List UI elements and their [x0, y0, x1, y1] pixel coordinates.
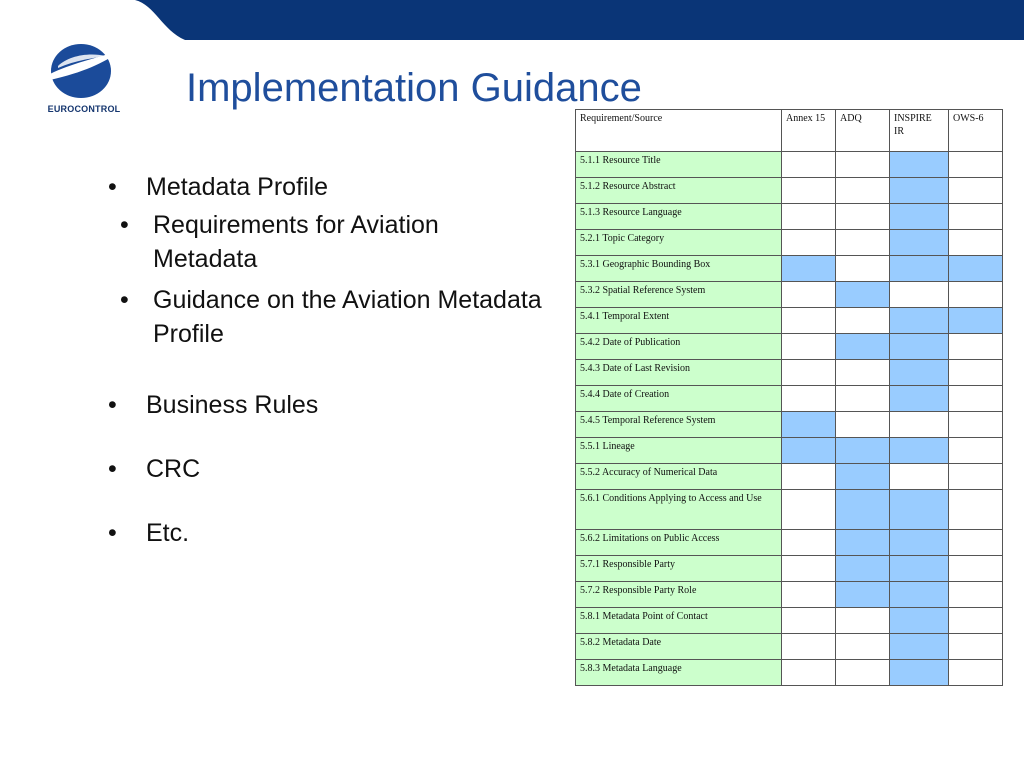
table-row	[576, 412, 1003, 438]
table-row	[576, 152, 1003, 178]
adq-cell-marked	[836, 582, 890, 608]
table-row	[576, 178, 1003, 204]
requirement-cell: 5.8.1 Metadata Point of Contact	[576, 608, 782, 634]
ows-6-cell	[949, 634, 1003, 660]
requirement-cell: 5.1.3 Resource Language	[576, 204, 782, 230]
annex-15-cell	[782, 230, 836, 256]
ows-6-cell-marked	[949, 256, 1003, 282]
bullet-item	[108, 452, 548, 486]
ows-6-cell	[949, 660, 1003, 686]
requirement-cell: 5.8.3 Metadata Language	[576, 660, 782, 686]
adq-cell	[836, 308, 890, 334]
adq-cell	[836, 152, 890, 178]
requirement-cell: 5.1.1 Resource Title	[576, 152, 782, 178]
annex-15-cell	[782, 360, 836, 386]
adq-cell	[836, 230, 890, 256]
ows-6-cell	[949, 386, 1003, 412]
inspire-ir-cell-marked	[890, 438, 949, 464]
bullet-dot-icon: •	[108, 173, 117, 201]
table-row	[576, 334, 1003, 360]
inspire-ir-cell	[890, 282, 949, 308]
annex-15-cell	[782, 530, 836, 556]
inspire-ir-cell-marked	[890, 530, 949, 556]
ows-6-cell	[949, 582, 1003, 608]
table-row	[576, 608, 1003, 634]
annex-15-cell	[782, 608, 836, 634]
annex-15-cell	[782, 204, 836, 230]
header-requirement-source: Requirement/Source	[576, 110, 782, 152]
annex-15-cell	[782, 152, 836, 178]
requirement-cell: 5.4.1 Temporal Extent	[576, 308, 782, 334]
annex-15-cell	[782, 282, 836, 308]
bullet-dot-icon: •	[108, 519, 117, 547]
sub-bullet-item	[108, 208, 548, 276]
ows-6-cell-marked	[949, 308, 1003, 334]
adq-cell	[836, 256, 890, 282]
sub-bullet-list	[108, 208, 548, 351]
ows-6-cell	[949, 178, 1003, 204]
requirement-cell: 5.4.3 Date of Last Revision	[576, 360, 782, 386]
annex-15-cell	[782, 660, 836, 686]
adq-cell-marked	[836, 530, 890, 556]
logo-text: EUROCONTROL	[47, 104, 121, 114]
annex-15-cell-marked	[782, 412, 836, 438]
ows-6-cell	[949, 282, 1003, 308]
adq-cell-marked	[836, 464, 890, 490]
table-row	[576, 204, 1003, 230]
sub-bullet-text: Guidance on the Aviation Metadata Profile	[153, 286, 542, 348]
ows-6-cell	[949, 360, 1003, 386]
adq-cell	[836, 412, 890, 438]
inspire-ir-cell-marked	[890, 634, 949, 660]
inspire-ir-cell	[890, 412, 949, 438]
ows-6-cell	[949, 556, 1003, 582]
adq-cell	[836, 386, 890, 412]
requirement-cell: 5.6.1 Conditions Applying to Access and Use	[576, 490, 782, 530]
requirement-cell: 5.4.4 Date of Creation	[576, 386, 782, 412]
ows-6-cell	[949, 334, 1003, 360]
annex-15-cell	[782, 308, 836, 334]
slide-title: Implementation Guidance	[186, 66, 642, 110]
inspire-ir-cell-marked	[890, 152, 949, 178]
inspire-ir-cell-marked	[890, 660, 949, 686]
inspire-ir-cell-marked	[890, 556, 949, 582]
adq-cell	[836, 204, 890, 230]
header-ows-6: OWS-6	[949, 110, 1003, 152]
annex-15-cell	[782, 556, 836, 582]
adq-cell	[836, 660, 890, 686]
table-row	[576, 490, 1003, 530]
header-inspire-ir: INSPIRE IR	[890, 110, 949, 152]
requirement-cell: 5.2.1 Topic Category	[576, 230, 782, 256]
requirement-cell: 5.4.2 Date of Publication	[576, 334, 782, 360]
table-row	[576, 230, 1003, 256]
bullet-text: Business Rules	[146, 391, 319, 419]
annex-15-cell	[782, 386, 836, 412]
bullet-list	[108, 170, 548, 550]
table-row	[576, 530, 1003, 556]
requirement-cell: 5.5.1 Lineage	[576, 438, 782, 464]
annex-15-cell	[782, 464, 836, 490]
bullet-item	[108, 388, 548, 422]
adq-cell-marked	[836, 282, 890, 308]
adq-cell-marked	[836, 556, 890, 582]
table-header-row	[576, 110, 1003, 152]
sub-bullet-text: Requirements for Aviation Metadata	[153, 211, 439, 273]
logo-emblem-icon	[44, 38, 124, 102]
inspire-ir-cell-marked	[890, 308, 949, 334]
eurocontrol-logo	[44, 38, 124, 122]
table-row	[576, 282, 1003, 308]
requirement-cell: 5.7.1 Responsible Party	[576, 556, 782, 582]
requirement-cell: 5.5.2 Accuracy of Numerical Data	[576, 464, 782, 490]
bullet-dot-icon: •	[120, 211, 129, 239]
annex-15-cell-marked	[782, 438, 836, 464]
inspire-ir-cell-marked	[890, 204, 949, 230]
requirement-cell: 5.1.2 Resource Abstract	[576, 178, 782, 204]
adq-cell	[836, 608, 890, 634]
table-row	[576, 660, 1003, 686]
requirement-cell: 5.7.2 Responsible Party Role	[576, 582, 782, 608]
annex-15-cell	[782, 634, 836, 660]
table-row	[576, 386, 1003, 412]
annex-15-cell	[782, 334, 836, 360]
inspire-ir-cell-marked	[890, 582, 949, 608]
inspire-ir-cell	[890, 464, 949, 490]
bullet-item	[108, 170, 548, 204]
requirement-cell: 5.3.2 Spatial Reference System	[576, 282, 782, 308]
annex-15-cell-marked	[782, 256, 836, 282]
table-row	[576, 582, 1003, 608]
adq-cell	[836, 634, 890, 660]
adq-cell	[836, 360, 890, 386]
ows-6-cell	[949, 530, 1003, 556]
requirement-cell: 5.8.2 Metadata Date	[576, 634, 782, 660]
inspire-ir-cell-marked	[890, 334, 949, 360]
requirement-cell: 5.4.5 Temporal Reference System	[576, 412, 782, 438]
bullet-item	[108, 516, 548, 550]
inspire-ir-cell-marked	[890, 256, 949, 282]
bullet-dot-icon: •	[120, 286, 129, 314]
annex-15-cell	[782, 490, 836, 530]
ows-6-cell	[949, 230, 1003, 256]
table-row	[576, 556, 1003, 582]
inspire-ir-cell-marked	[890, 608, 949, 634]
adq-cell-marked	[836, 490, 890, 530]
table-row	[576, 308, 1003, 334]
inspire-ir-cell-marked	[890, 386, 949, 412]
header-adq: ADQ	[836, 110, 890, 152]
table-row	[576, 360, 1003, 386]
adq-cell	[836, 178, 890, 204]
table-row	[576, 464, 1003, 490]
inspire-ir-cell-marked	[890, 178, 949, 204]
annex-15-cell	[782, 178, 836, 204]
inspire-ir-cell-marked	[890, 360, 949, 386]
annex-15-cell	[782, 582, 836, 608]
ows-6-cell	[949, 152, 1003, 178]
ows-6-cell	[949, 608, 1003, 634]
table-body	[576, 152, 1003, 686]
ows-6-cell	[949, 412, 1003, 438]
bullet-text: Etc.	[146, 519, 190, 547]
adq-cell-marked	[836, 334, 890, 360]
bullet-text: Metadata Profile	[146, 173, 329, 201]
requirement-cell: 5.6.2 Limitations on Public Access	[576, 530, 782, 556]
requirement-cell: 5.3.1 Geographic Bounding Box	[576, 256, 782, 282]
bullet-dot-icon: •	[108, 455, 117, 483]
ows-6-cell	[949, 464, 1003, 490]
bullet-dot-icon: •	[108, 391, 117, 419]
requirements-table	[575, 109, 1003, 686]
table-row	[576, 256, 1003, 282]
ows-6-cell	[949, 204, 1003, 230]
adq-cell-marked	[836, 438, 890, 464]
header-annex-15: Annex 15	[782, 110, 836, 152]
ows-6-cell	[949, 490, 1003, 530]
inspire-ir-cell-marked	[890, 230, 949, 256]
bullet-text: CRC	[146, 455, 201, 483]
table-row	[576, 634, 1003, 660]
sub-bullet-item	[108, 283, 548, 351]
ows-6-cell	[949, 438, 1003, 464]
inspire-ir-cell-marked	[890, 490, 949, 530]
table-row	[576, 438, 1003, 464]
header-band	[0, 0, 1024, 40]
